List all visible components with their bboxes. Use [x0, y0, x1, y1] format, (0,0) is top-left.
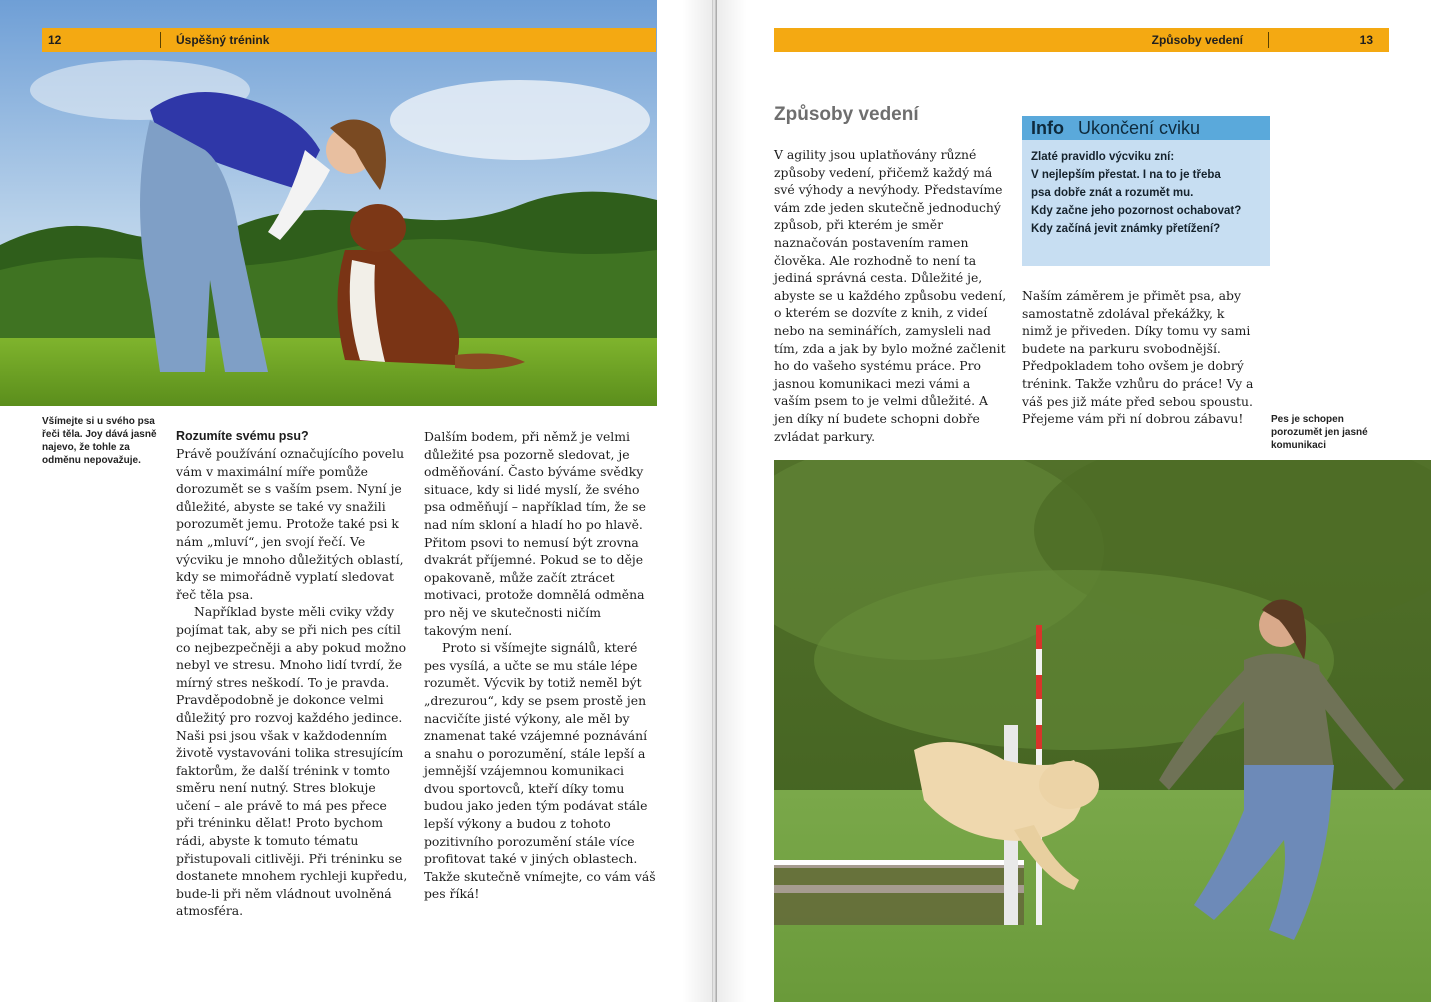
photo-caption: Pes je schopen porozumět jen jasné komunikaci: [1271, 414, 1368, 451]
paragraph: Naším záměrem je přimět psa, aby samostatně zdolával překážky, k nimž je přiveden. Díky tomu vy sami budete na parkuru svobodnější. Předpokladem toho ovšem je dobrý trénink. Takže vzhůru do práce! Vy a váš pes již máte před sebou spoustu. Přejeme vám při ní dobrou zábavu!: [1022, 288, 1254, 427]
paragraph: V agility jsou uplatňovány různé způsoby vedení, přičemž každý má své výhody a nevýhody. Představíme vám zde jeden skutečně jednoduchý způsob, při kterém je směr naznačován postavením ramen člověka. Ale rozhodně to není ta jediná správná cesta. Důležité je, abyste se u každého způsobu vedení, o kterém se dozvíte z knih, z videí nebo na seminářích, zamysleli nad tím, zda a jak by bylo možné začlenit ho do vašeho systému práce. Pro jasnou komunikaci mezi vámi a vaším psem to je velmi důležité. A jen díky ní budete schopni dobře zvládat parkury.: [774, 147, 1007, 444]
info-line: psa dobře znát a rozumět mu.: [1031, 187, 1194, 199]
info-title: Ukončení cviku: [1078, 118, 1201, 138]
photo-caption: Všímejte si u svého psa řeči těla. Joy dává jasně najevo, že tohle za odměnu nepovažuje.: [42, 416, 157, 466]
text-column-1: [774, 146, 1010, 445]
paragraph: Například byste měli cviky vždy pojímat tak, aby se při nich pes cítil co nejbezpečněji a aby pokud možno nebyl ve stresu. Mnoho lidí tvrdí, že mírný stres neškodí. To je pravda. Pravděpodobně je dokonce velmi důležitý pro rozvoj každého jedince. Naši psi jsou však v každodenním životě vystavováni tolika stresujícím faktorům, že další trénink v tomto směru není nutný. Stres blokuje učení – ale právě to má pes přece při tréninku dělat! Proto bychom rádi, abyste k tomuto tématu přistupovali citlivěji. Při tréninku se dostanete mnohem rychleji kupředu, bude-li při něm vládnout uvolněná atmosféra.: [176, 604, 408, 919]
subheading: Rozumíte svému psu?: [176, 429, 309, 443]
header-bar: [774, 28, 1389, 52]
chapter-title: Způsoby vedení: [1151, 33, 1243, 47]
info-line: Kdy začíná jevit známky přetížení?: [1031, 223, 1221, 235]
header-divider: [160, 32, 161, 48]
chapter-title: Úspěšný trénink: [176, 33, 270, 47]
text-column-2: [424, 428, 656, 903]
page-number: 12: [48, 33, 62, 47]
paragraph: Dalším bodem, při němž je velmi důležité psa pozorně sledovat, je odměňování. Často býváme svědky situace, kdy si lidé myslí, že svého psa odměňují – například tím, že se nad ním skloní a hladí ho po hlavě. Přitom psovi to nemusí být zrovna dvakrát příjemné. Pokud se to děje opakovaně, může začít ztrácet motivaci, protože domnělá odměna pro něj ve skutečnosti ničím takovým není.: [424, 429, 646, 638]
info-box: [1022, 116, 1270, 266]
right-page: [717, 0, 1431, 1002]
info-line: Zlaté pravidlo výcviku zní:: [1031, 151, 1175, 163]
info-label: Info: [1031, 118, 1064, 138]
photo-woman-with-dog: [0, 0, 657, 406]
info-line: Kdy začne jeho pozornost ochabovat?: [1031, 205, 1242, 217]
section-heading: Způsoby vedení: [774, 104, 919, 125]
page-number: 13: [1359, 33, 1373, 47]
text-column-2: [1022, 287, 1257, 428]
info-line: V nejlepším přestat. I na to je třeba: [1031, 169, 1221, 181]
paragraph: Právě používání označujícího povelu vám v maximální míře pomůže dorozumět se s vaším psem. Nyní je důležité, abyste se také vy snažili porozumět jemu. Protože také psi k nám „mluví“, jen svojí řečí. Ve výcviku je mnoho důležitých oblastí, kdy se mimořádně vyplatí sledovat řeč těla psa.: [176, 446, 405, 602]
paragraph: Proto si všímejte signálů, které pes vysílá, a učte se mu stále lépe rozumět. Výcvik by totiž neměl být „drezurou“, kdy se psem prostě jen nacvičíte jisté výkony, ale měl by znamenat také vzájemné poznávání a snahu o porozumění, stále lepší a jemnější vzájemnou komunikaci dvou sportovců, kteří díky tomu budou jako jeden tým podávat stále lepší výkony a budou z tohoto pozitivního porozumění stále více profitovat také v jiných oblastech. Takže skutečně vnímejte, co vám váš pes říká!: [424, 640, 656, 902]
text-column-1: [176, 428, 408, 920]
header-divider: [1268, 32, 1269, 48]
info-box-body: [1022, 140, 1270, 246]
photo-dog-jumping-hurdle: [774, 460, 1431, 1002]
header-bar: [42, 28, 656, 52]
info-box-header: [1022, 116, 1270, 140]
left-page: [0, 0, 712, 1002]
